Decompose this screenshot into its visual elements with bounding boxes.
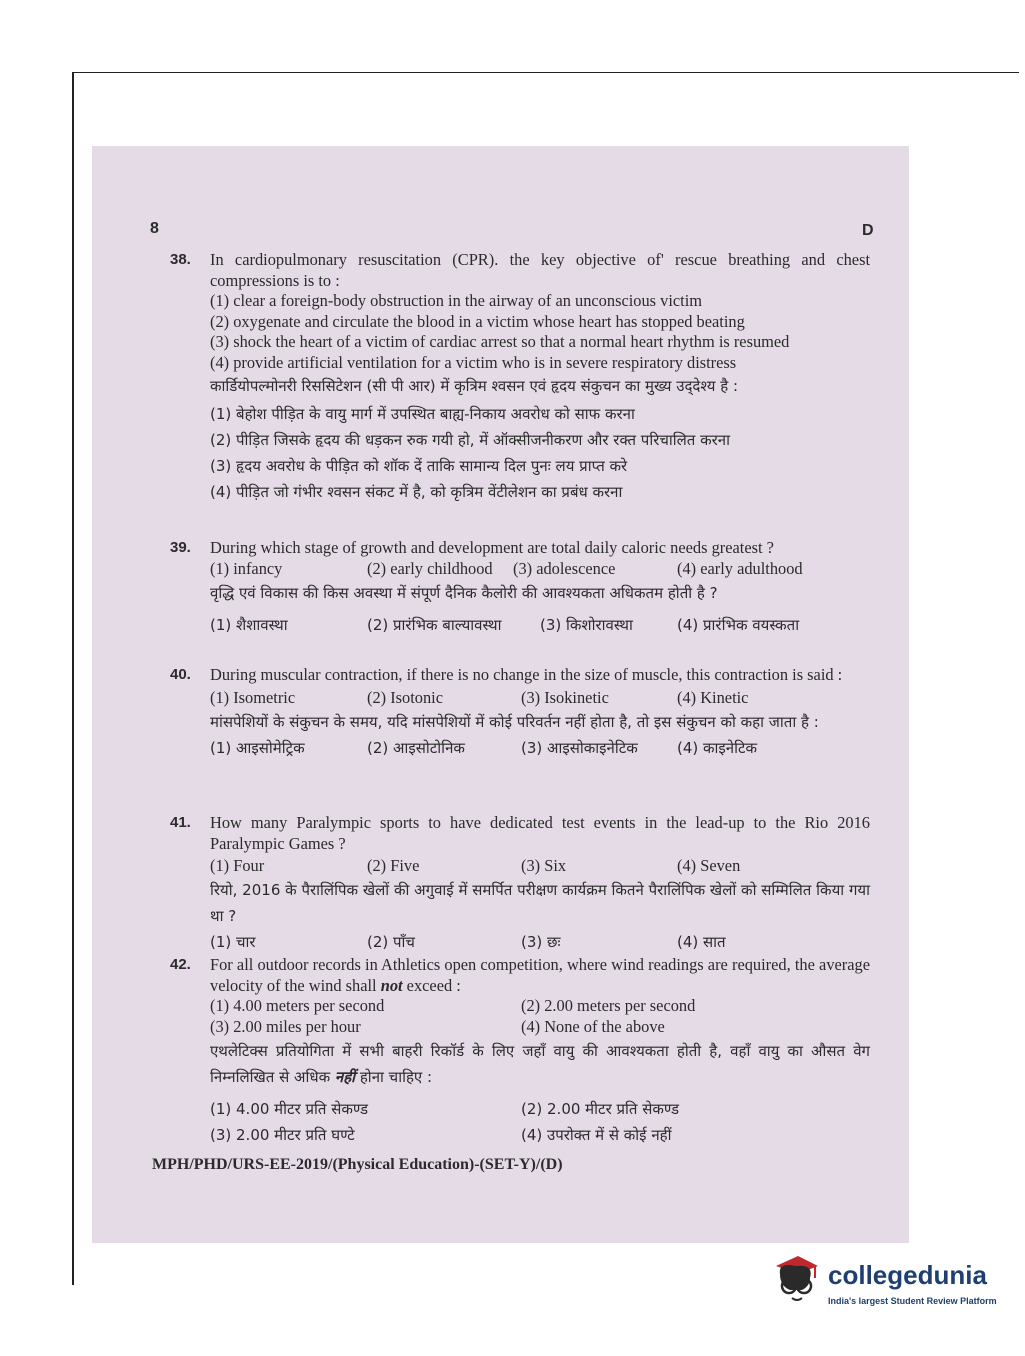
option-hi: (3) हृदय अवरोध के पीड़ित को शॉक दें ताकि सामान्य दिल पुनः लय प्राप्त करे: [210, 457, 628, 475]
question-number: 38.: [170, 251, 191, 268]
option-en: (4) early adulthood: [677, 558, 803, 578]
option-en: (4) None of the above: [521, 1017, 665, 1036]
option-hi: (4) काइनेटिक: [677, 738, 758, 757]
options-row-en: [210, 996, 870, 1017]
question-number: 40.: [170, 666, 191, 683]
option-en: (1) clear a foreign-body obstruction in the airway of an unconscious victim: [210, 291, 703, 310]
emphasis-text: नहीं: [334, 1068, 356, 1086]
option-hi: (1) आइसोमेट्रिक: [210, 738, 305, 757]
question-text-hi: रियो, 2016 के पैरालिंपिक खेलों की अगुवाई में समर्पित परीक्षण कार्यक्रम कितने पैरालिंपिक खेलों को सम्मिलित किया गया था ?: [210, 881, 870, 925]
option-en: (3) shock the heart of a victim of cardiac arrest so that a normal heart rhythm is resumed: [210, 332, 790, 351]
question-text-en-part: exceed :: [402, 975, 461, 995]
option-hi: (3) छः: [521, 933, 561, 951]
option-hi: (2) पीड़ित जिसके हृदय की धड़कन रुक गयी हो, में ऑक्सीजनीकरण और रक्त परिचालित करना: [210, 431, 730, 449]
question-text-en: How many Paralympic sports to have dedicated test events in the lead-up to the Rio 2016 Paralympic Games ?: [210, 813, 870, 853]
question-number: 41.: [170, 814, 191, 831]
option-en: (1) 4.00 meters per second: [210, 996, 385, 1015]
option-en: (1) infancy: [210, 558, 283, 578]
option-en: (3) Six: [521, 856, 567, 875]
option-en: (2) oxygenate and circulate the blood in a victim whose heart has stopped beating: [210, 311, 745, 331]
option-en: (3) 2.00 miles per hour: [210, 1017, 361, 1036]
question-text-hi-part: एथलेटिक्स प्रतियोगिता में सभी बाहरी रिकॉर्ड के लिए जहाँ वायु की आवश्यकता होती है, वहाँ वायु का औसत वेग निम्नलिखित से अधिक: [210, 1042, 870, 1086]
question-text-en-part: For all outdoor records in Athletics open competition, where wind readings are required, the average velocity of the wind shall: [210, 955, 870, 995]
option-en: (4) Kinetic: [677, 687, 749, 707]
option-en: (1) Isometric: [210, 687, 296, 707]
question-text-hi: मांसपेशियों के संकुचन के समय, यदि मांसपेशियों में कोई परिवर्तन नहीं होता है, तो इस संकुचन को कहा जाता है :: [210, 712, 819, 731]
graduate-mascot-icon: [768, 1252, 824, 1312]
question-41: [170, 813, 870, 955]
option-hi: (2) पाँच: [367, 933, 415, 951]
option-hi: (2) आइसोटोनिक: [367, 738, 465, 757]
option-en: (2) 2.00 meters per second: [521, 996, 696, 1015]
options-row-hi: [210, 929, 870, 955]
option-hi: (4) उपरोक्त में से कोई नहीं: [521, 1126, 672, 1144]
option-hi: (2) प्रारंभिक बाल्यावस्था: [367, 615, 502, 634]
option-en: (2) early childhood: [367, 558, 493, 578]
options-row-en: [210, 688, 870, 709]
question-number: 42.: [170, 956, 191, 973]
options-row-hi: [210, 1096, 870, 1122]
option-en: (4) provide artificial ventilation for a victim who is in severe respiratory distress: [210, 352, 737, 372]
question-number: 39.: [170, 539, 191, 556]
question-text-hi: कार्डियोपल्मोनरी रिससिटेशन (सी पी आर) में कृत्रिम श्वसन एवं हृदय संकुचन का मुख्य उद्‌देश्य है :: [210, 377, 739, 395]
option-en: (3) Isokinetic: [521, 687, 609, 707]
option-hi: (4) सात: [677, 933, 726, 951]
option-hi: (1) बेहोश पीड़ित के वायु मार्ग में उपस्थित बाह्य-निकाय अवरोध को साफ करना: [210, 405, 635, 423]
options-row-hi: [210, 612, 870, 638]
paper-code-footer: MPH/PHD/URS-EE-2019/(Physical Education)-(SET-Y)/(D): [152, 1156, 563, 1173]
option-hi: (3) आइसोकाइनेटिक: [521, 738, 638, 757]
option-en: (2) Five: [367, 856, 420, 875]
page-number: 8: [150, 220, 159, 237]
collegedunia-watermark: [768, 1252, 998, 1312]
emphasis-text: not: [380, 975, 403, 995]
question-text-en: During muscular contraction, if there is no change in the size of muscle, this contraction is said :: [210, 665, 843, 684]
option-hi: (1) चार: [210, 933, 256, 951]
question-text-en: During which stage of growth and development are total daily caloric needs greatest ?: [210, 538, 774, 557]
options-row-en: [210, 559, 870, 580]
option-hi: (3) 2.00 मीटर प्रति घण्टे: [210, 1126, 355, 1144]
option-en: (3) adolescence: [513, 558, 616, 578]
question-text-en: In cardiopulmonary resuscitation (CPR). the key objective of' rescue breathing and chest compressions is to :: [210, 250, 870, 290]
options-row-en: [210, 856, 870, 877]
brand-tagline: India's largest Student Review Platform: [828, 1296, 997, 1306]
question-text-hi: वृद्धि एवं विकास की किस अवस्था में संपूर्ण दैनिक कैलोरी की आवश्यकता अधिकतम होती है ?: [210, 583, 718, 602]
options-row-hi: [210, 1122, 870, 1148]
option-hi: (4) प्रारंभिक वयस्कता: [677, 615, 800, 634]
question-39: [170, 538, 870, 638]
brand-name: collegedunia: [828, 1260, 987, 1290]
option-en: (2) Isotonic: [367, 687, 444, 707]
option-en: (1) Four: [210, 856, 265, 875]
question-text-hi: [210, 1038, 870, 1090]
option-hi: (4) पीड़ित जो गंभीर श्वसन संकट में है, को कृत्रिम वेंटीलेशन का प्रबंध करना: [210, 483, 623, 501]
option-hi: (1) शैशावस्था: [210, 615, 288, 634]
question-42: [170, 955, 870, 1148]
question-text-hi-part: होना चाहिए :: [355, 1068, 433, 1086]
question-40: [170, 665, 870, 761]
option-en: (4) Seven: [677, 856, 741, 875]
option-hi: (3) किशोरावस्था: [540, 615, 633, 634]
set-label: D: [862, 222, 874, 239]
question-text-en: [210, 955, 870, 996]
option-hi: (2) 2.00 मीटर प्रति सेकण्ड: [521, 1100, 680, 1118]
options-row-hi: [210, 735, 870, 761]
question-38: [170, 250, 870, 505]
options-row-en: [210, 1017, 870, 1038]
option-hi: (1) 4.00 मीटर प्रति सेकण्ड: [210, 1100, 369, 1118]
